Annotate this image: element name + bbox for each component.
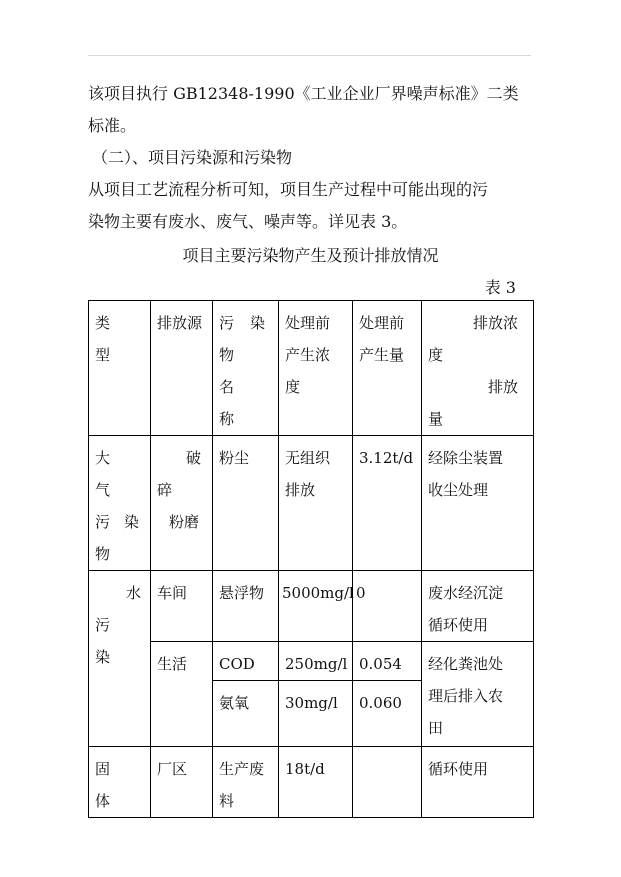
water-pollutant-cod: COD bbox=[213, 642, 279, 681]
section-heading: （二）、项目污染源和污染物 bbox=[92, 148, 293, 167]
header-emission: 排放浓 度 排放 量 bbox=[422, 301, 534, 436]
table-row-solid bbox=[89, 747, 534, 818]
air-source: 破 碎 粉磨 bbox=[151, 436, 213, 571]
header-rule bbox=[88, 55, 531, 56]
solid-emission: 循环使用 bbox=[422, 747, 534, 818]
table-row-air bbox=[89, 436, 534, 571]
water-conc-cod: 250mg/l bbox=[279, 642, 353, 681]
air-qty: 3.12t/d bbox=[353, 436, 422, 571]
water-conc-ss: 5000mg/l bbox=[279, 571, 353, 642]
solid-type: 固 体 bbox=[89, 747, 151, 818]
header-conc-before: 处理前 产生浓 度 bbox=[279, 301, 353, 436]
table-number: 表 3 bbox=[484, 278, 516, 297]
solid-qty bbox=[353, 747, 422, 818]
solid-conc: 18t/d bbox=[279, 747, 353, 818]
water-conc-ammonia: 30mg/l bbox=[279, 681, 353, 747]
header-pollutant: 污 染 物 名 称 bbox=[213, 301, 279, 436]
air-type: 大 气 污 染 物 bbox=[89, 436, 151, 571]
water-qty-ammonia: 0.060 bbox=[353, 681, 422, 747]
solid-pollutant: 生产废 料 bbox=[213, 747, 279, 818]
table-caption: 项目主要污染物产生及预计排放情况 bbox=[182, 246, 439, 265]
intro-line-2: 标准。 bbox=[88, 116, 137, 135]
water-pollutant-ammonia: 氨氧 bbox=[213, 681, 279, 747]
solid-source: 厂区 bbox=[151, 747, 213, 818]
water-source-workshop: 车间 bbox=[151, 571, 213, 642]
header-source: 排放源 bbox=[151, 301, 213, 436]
water-pollutant-ss: 悬浮物 bbox=[213, 571, 279, 642]
water-emission-domestic: 经化粪池处 理后排入农 田 bbox=[422, 642, 534, 747]
table-row-water-domestic bbox=[89, 642, 534, 681]
water-qty-cod: 0.054 bbox=[353, 642, 422, 681]
water-type: 水 污 染 bbox=[89, 571, 151, 747]
water-source-domestic: 生活 bbox=[151, 642, 213, 747]
air-pollutant: 粉尘 bbox=[213, 436, 279, 571]
intro-line-1: 该项目执行 GB12348-1990《工业企业厂界噪声标准》二类 bbox=[88, 84, 519, 103]
air-emission: 经除尘装置 收尘处理 bbox=[422, 436, 534, 571]
paragraph-line-1: 从项目工艺流程分析可知，项目生产过程中可能出现的污 bbox=[88, 180, 489, 199]
header-type: 类 型 bbox=[89, 301, 151, 436]
pollutant-table bbox=[88, 300, 534, 818]
table-header-row bbox=[89, 301, 534, 436]
water-emission-workshop: 废水经沉淀 循环使用 bbox=[422, 571, 534, 642]
header-qty-before: 处理前 产生量 bbox=[353, 301, 422, 436]
paragraph-line-2: 染物主要有废水、废气、噪声等。详见表 3。 bbox=[88, 212, 408, 231]
air-conc: 无组织 排放 bbox=[279, 436, 353, 571]
water-qty-ss: 0 bbox=[353, 571, 422, 642]
table-row-water-workshop bbox=[89, 571, 534, 642]
